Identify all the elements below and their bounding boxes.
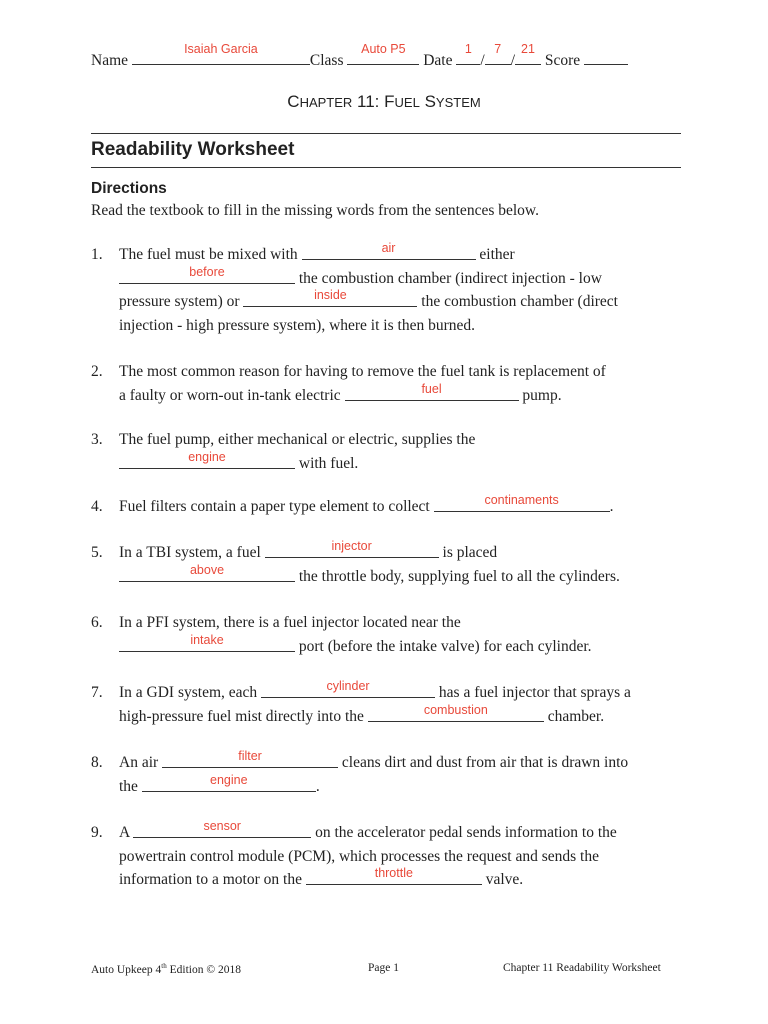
answer-value: filter <box>238 749 262 763</box>
answer-blank[interactable] <box>345 381 519 401</box>
date-year-value: 21 <box>521 42 535 56</box>
footer-page-number: Page 1 <box>368 962 399 974</box>
answer-value: engine <box>210 772 248 787</box>
worksheet-page: Name Isaiah Garcia Class Auto P5 Date 1 / 7 / 21 Score CHAPTER 11: FUEL SYSTEM Readability Worksheet Directions Read the textbook to fill in the missing words from the sentences below. 1. The fuel must be mixed with air either before the combustion chamber (indirect injection - low pressure system) or inside the combustion chamber (direct injection - high pressure system), where it is then burned. 2. The most common reason for having to remove the fuel tank is replacement of a faulty or worn-out in-tank electric fuel pump. 3. The fuel pump, either mechanical or electric, supplies the engine with fuel. 4. Fuel filters contain a paper type element to collect continaments . 5. In a TBI system, a fuel injector is placed above the throttle body, supplying fuel to all the cylinders. 6. In a PFI system, there is a fuel injector located near the intake port (before the intake valve) for each cylinder. 7. In a GDI system, each cylinder has a fuel injector that sprays a high-pressure fuel mist directly into the combustion chamber. 8. An air filter cleans dirt and dust from air that is drawn into the engine . 9. A sensor on the accelerator pedal sends information to the powertrain control module (PCM), which processes the request and sends the information to a motor on the throttle valve. Auto Upkeep 4th Edition © 2018 Page 1 Chapter 11 Readability Worksheet <box>0 0 768 1024</box>
question-number: 6. <box>91 614 103 631</box>
divider-bottom <box>91 167 681 168</box>
answer-blank[interactable] <box>261 681 435 698</box>
answer-value: continaments <box>484 493 559 507</box>
class-value: Auto P5 <box>361 42 406 56</box>
question-number: 9. <box>91 824 103 841</box>
answer-blank[interactable] <box>119 632 295 652</box>
answer-blank[interactable] <box>119 562 295 582</box>
header-fields <box>91 42 628 70</box>
answer-blank[interactable] <box>162 751 338 768</box>
answer-value: combustion <box>423 702 488 717</box>
date-separator: / <box>510 52 515 69</box>
date-year-field[interactable] <box>515 42 541 65</box>
question-number: 1. <box>91 246 103 263</box>
answer-value: injector <box>331 539 372 553</box>
answer-blank[interactable] <box>434 495 610 512</box>
question-number: 7. <box>91 684 103 701</box>
date-label: Date <box>423 52 453 69</box>
answer-blank[interactable] <box>265 541 439 558</box>
answer-value: fuel <box>421 381 442 396</box>
class-field[interactable] <box>347 42 419 65</box>
answer-value: cylinder <box>326 679 370 693</box>
answer-value: air <box>381 241 396 255</box>
answer-value: engine <box>188 449 226 464</box>
date-day-field[interactable] <box>485 42 511 65</box>
answer-value: intake <box>190 632 224 647</box>
question-number: 3. <box>91 431 103 448</box>
answer-blank[interactable] <box>243 290 417 307</box>
footer-left: Auto Upkeep 4th Edition © 2018 <box>91 962 241 976</box>
answer-blank[interactable] <box>142 772 316 792</box>
answer-value: sensor <box>203 819 241 833</box>
chapter-title: CHAPTER 11: FUEL SYSTEM <box>287 92 481 111</box>
date-month-value: 1 <box>464 42 472 56</box>
divider-top <box>91 133 681 134</box>
question-number: 5. <box>91 544 103 561</box>
answer-blank[interactable] <box>368 702 544 722</box>
worksheet-title: Readability Worksheet <box>91 139 295 160</box>
answer-blank[interactable] <box>133 821 311 838</box>
answer-blank[interactable] <box>119 264 295 284</box>
answer-blank[interactable] <box>306 868 482 885</box>
answer-blank[interactable] <box>119 449 295 469</box>
answer-value: throttle <box>374 866 413 880</box>
date-month-field[interactable] <box>456 42 480 65</box>
date-day-value: 7 <box>494 42 502 56</box>
date-separator: / <box>480 52 485 69</box>
name-value: Isaiah Garcia <box>184 42 258 56</box>
class-label: Class <box>309 52 344 69</box>
answer-value: inside <box>314 288 347 302</box>
question-number: 4. <box>91 498 103 515</box>
directions-heading: Directions <box>91 180 167 197</box>
answer-blank[interactable] <box>302 243 476 260</box>
question-number: 8. <box>91 754 103 771</box>
answer-value: above <box>189 562 225 577</box>
name-field[interactable] <box>132 42 310 65</box>
score-label: Score <box>544 52 581 69</box>
question-number: 2. <box>91 363 103 380</box>
footer-right: Chapter 11 Readability Worksheet <box>503 962 661 974</box>
name-label: Name <box>91 52 129 69</box>
answer-value: before <box>189 264 225 279</box>
directions-text: Read the textbook to fill in the missing words from the sentences below. <box>91 202 539 219</box>
score-field[interactable] <box>584 48 628 65</box>
